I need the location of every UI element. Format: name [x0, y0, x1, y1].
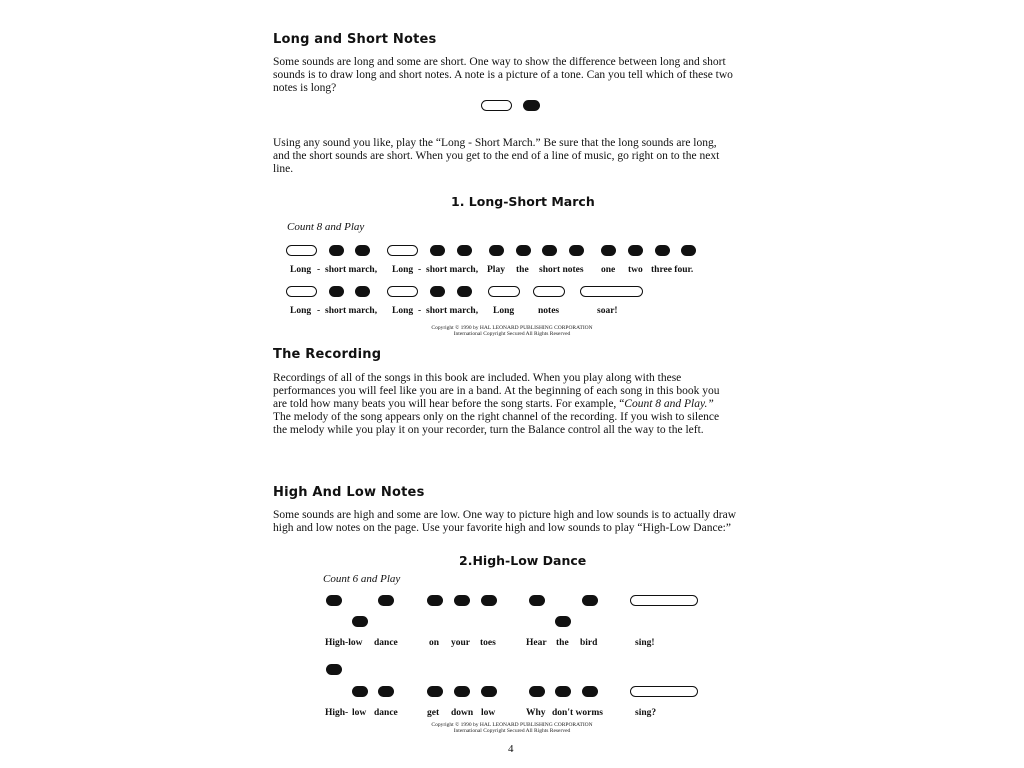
copyright-line: International Copyright Secured All Rights Reserved [453, 331, 571, 337]
copyright-line: International Copyright Secured All Rights Reserved [453, 728, 571, 734]
short-note [516, 245, 531, 256]
low-note [529, 686, 545, 697]
short-note [457, 286, 472, 297]
count-instruction: Count 6 and Play [323, 573, 401, 585]
lyric: notes [538, 306, 560, 316]
lyric: sing? [635, 708, 657, 718]
high-note [582, 595, 598, 606]
recording-line: Recordings of all of the songs in this book are included. When you play along with these [273, 372, 682, 384]
section-heading-high-low: High And Low Notes [273, 485, 425, 500]
copyright-line: Copyright © 1990 by HAL LEONARD PUBLISHING CORPORATION [431, 325, 593, 331]
lyric: Long [392, 265, 414, 275]
low-note [352, 616, 368, 627]
lyric: soar! [597, 306, 618, 316]
instruction-paragraph [273, 137, 763, 176]
lyric: dance [374, 638, 398, 648]
intro-line: Some sounds are long and some are short. One way to show the difference between long and short [273, 56, 726, 68]
lyric: High-low [325, 638, 363, 648]
instruction-line: line. [273, 163, 294, 175]
lyric: don't worms [552, 708, 603, 718]
low-note [454, 686, 470, 697]
lyric: on [429, 638, 440, 648]
short-note [329, 245, 344, 256]
long-note [387, 245, 418, 256]
high-low-line: high and low notes on the page. Use your favorite high and low sounds to play “High-Low Dance:” [273, 522, 731, 534]
long-note [286, 286, 317, 297]
low-note [481, 686, 497, 697]
intro-line: sounds is to draw long and short notes. A note is a picture of a tone. Can you tell which of these two [273, 69, 733, 81]
lyric: Long [290, 306, 312, 316]
lyric: High- [325, 708, 349, 718]
high-note [326, 595, 342, 606]
lyric: Why [526, 708, 546, 718]
lyric: Long [392, 306, 414, 316]
short-note [355, 245, 370, 256]
lyric: get [427, 708, 440, 718]
long-note [387, 286, 418, 297]
lyric: dance [374, 708, 398, 718]
low-note [582, 686, 598, 697]
count-instruction: Count 8 and Play [287, 221, 365, 233]
lyric: short march, [426, 265, 479, 275]
lyric: one [601, 265, 616, 275]
extra-long-note [580, 286, 643, 297]
long-note [533, 286, 565, 297]
recording-line-text: are told how many beats you will hear before the song starts. For example, [273, 398, 620, 410]
recording-line: The melody of the song appears only on the right channel of the recording. If you wish to silence [273, 411, 720, 423]
extra-long-note [630, 595, 698, 606]
copyright-line: Copyright © 1990 by HAL LEONARD PUBLISHING CORPORATION [431, 722, 593, 728]
short-note [542, 245, 557, 256]
short-note [601, 245, 616, 256]
lyric: - [317, 306, 321, 316]
lyric: the [516, 265, 529, 275]
lyric: bird [580, 638, 598, 648]
count-example: Count 8 and Play.” [624, 398, 714, 410]
lyric: low [481, 708, 496, 718]
lyric: short march, [426, 306, 479, 316]
page-number: 4 [508, 743, 514, 755]
lyric: two [628, 265, 643, 275]
low-note [352, 686, 368, 697]
lyric: short march, [325, 306, 378, 316]
high-note [427, 595, 443, 606]
short-note-example [523, 100, 540, 111]
lyric: Long [290, 265, 312, 275]
instruction-line: Using any sound you like, play the “Long - Short March.” Be sure that the long sounds are long, [273, 137, 717, 149]
high-note [529, 595, 545, 606]
short-note [457, 245, 472, 256]
short-note [355, 286, 370, 297]
song-title-long-short-march: 1. Long-Short March [451, 194, 595, 209]
long-note-example [481, 100, 512, 111]
short-note [329, 286, 344, 297]
copyright-notice [412, 325, 612, 337]
song-title-high-low-dance: 2.High-Low Dance [459, 553, 587, 568]
lyric: - [418, 306, 422, 316]
short-note [489, 245, 504, 256]
recording-line: are told how many beats you will hear before the song starts. For example, “Count 8 and Play.” [273, 398, 714, 410]
intro-line: notes is long? [273, 82, 337, 94]
short-note [430, 245, 445, 256]
high-note [326, 664, 342, 675]
intro-paragraph [273, 56, 763, 95]
short-note [681, 245, 696, 256]
long-note [488, 286, 520, 297]
high-low-line: Some sounds are high and some are low. One way to picture high and low sounds is to actually draw [273, 509, 736, 521]
lyric: toes [480, 638, 496, 648]
lyric: Hear [526, 638, 547, 648]
lyric: - [418, 265, 422, 275]
high-note [378, 595, 394, 606]
high-note [454, 595, 470, 606]
low-note [555, 686, 571, 697]
recording-line: performances you will feel like you are in a band. At the beginning of each song in this book you [273, 385, 720, 397]
high-note [481, 595, 497, 606]
lyric: the [556, 638, 569, 648]
low-note [427, 686, 443, 697]
lyric: short march, [325, 265, 378, 275]
low-note [378, 686, 394, 697]
lyric: Play [487, 265, 505, 275]
lyric: - [317, 265, 321, 275]
short-note [569, 245, 584, 256]
lyric: down [451, 708, 474, 718]
short-note [655, 245, 670, 256]
recording-paragraph [273, 372, 763, 437]
instruction-line: and the short sounds are short. When you get to the end of a line of music, go right on to the next [273, 150, 720, 162]
lyric: three four. [651, 265, 694, 275]
recording-line: the melody while you play it on your recorder, turn the Balance control all the way to the left. [273, 424, 704, 436]
high-low-paragraph [273, 509, 763, 535]
lyric: your [451, 638, 470, 648]
lyric: low [352, 708, 367, 718]
section-heading-recording: The Recording [273, 347, 382, 362]
copyright-notice [412, 722, 612, 734]
extra-long-note [630, 686, 698, 697]
lyric: sing! [635, 638, 655, 648]
lyric: short notes [539, 265, 584, 275]
long-note [286, 245, 317, 256]
section-heading-long-short: Long and Short Notes [273, 32, 437, 47]
short-note [628, 245, 643, 256]
short-note [430, 286, 445, 297]
low-note [555, 616, 571, 627]
lyric: Long [493, 306, 515, 316]
